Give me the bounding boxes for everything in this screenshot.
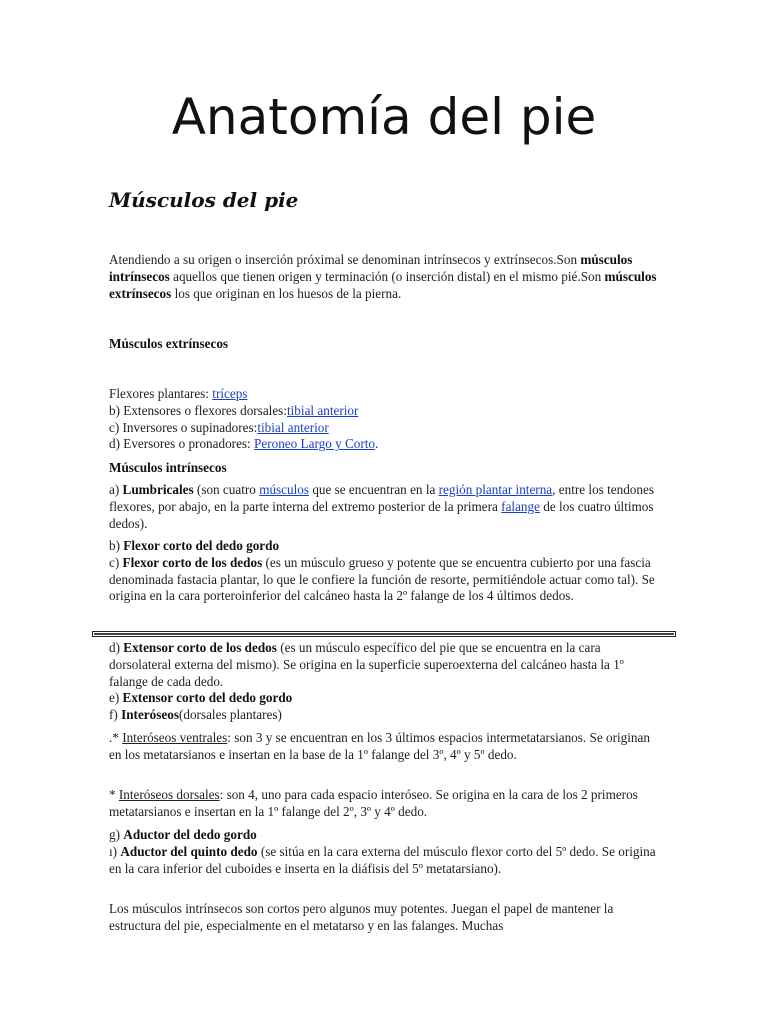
list-item: d) Extensor corto de los dedos (es un músculo específico del pie que se encuentra en la cara dorsolateral externa del mismo). Se origina en la superficie superoexterna del calcáneo hasta la 1º falange de cada dedo. xyxy=(109,640,624,689)
closing-paragraph: Los músculos intrínsecos son cortos pero algunos muy potentes. Juegan el papel de mantener la estructura del pie, especialmente en el metatarso y en las falanges. Muchas xyxy=(109,901,614,933)
link-musculos[interactable]: músculos xyxy=(259,482,310,497)
flexor-block xyxy=(109,538,664,605)
link-falange[interactable]: falange xyxy=(501,498,540,514)
aductor-block xyxy=(109,827,664,877)
lumbricales-paragraph: a) Lumbricales (son cuatro músculos que se encuentran en la región plantar interna, entre los tendones flexores, por abajo, en la parte interna del extremo posterior de la primera falange de los cuatro últimos dedos). xyxy=(109,482,654,531)
list-item: e) Extensor corto del dedo gordo xyxy=(109,690,293,706)
list-item: c) Flexor corto de los dedos (es un músculo grueso y potente que se encuentra cubierto por una fascia denominada fastacia plantar, lo que le confiere la función de resorte, permitiéndole actuar como tal). Se origina en la cara porteroinferior del calcáneo hasta la 2º falange de los 4 últimos dedos. xyxy=(109,554,655,604)
list-item: b) Flexor corto del dedo gordo xyxy=(109,538,280,553)
extrinsic-heading: Músculos extrínsecos xyxy=(109,336,229,351)
list-item: f) Interóseos(dorsales plantares) xyxy=(109,707,282,723)
intrinsic-term: músculos intrínsecos xyxy=(109,252,633,284)
list-item: d) Eversores o pronadores: Peroneo Largo y Corto. xyxy=(109,436,379,452)
page-divider xyxy=(92,631,676,637)
link-tibial-anterior-2[interactable]: tibial anterior xyxy=(257,419,329,435)
dorsal-paragraph: * Interóseos dorsales: son 4, uno para cada espacio interóseo. Se origina en la cara de los 2 primeros metatarsianos e insertan en la 1º falange del 2º, 3º y 4º dedo. xyxy=(109,787,638,819)
extensor-block xyxy=(109,640,664,724)
link-peroneo[interactable]: Peroneo Largo y Corto xyxy=(254,436,376,452)
list-item: ı) Aductor del quinto dedo (se sitúa en la cara externa del músculo flexor corto del 5º dedo. Se origina en la cara inferior del cuboides e inserta en la diáfisis del 5º metatarsiano). xyxy=(109,843,656,876)
list-item: b) Extensores o flexores dorsales:tibial anterior xyxy=(109,402,359,418)
link-triceps[interactable]: tríceps xyxy=(212,386,248,401)
list-item: g) Aductor del dedo gordo xyxy=(109,827,257,842)
link-region-plantar-interna[interactable]: región plantar interna xyxy=(438,482,553,497)
intro-paragraph: Atendiendo a su origen o inserción próximal se denominan intrínsecos y extrínsecos.Son músculos intrínsecos aquellos que tienen origen y terminación (o inserción distal) en el mismo pié.Son músculos extrínsecos los que originan en los huesos de la pierna. xyxy=(109,252,657,301)
document-title: Anatomía del pie xyxy=(171,88,597,146)
link-tibial-anterior[interactable]: tibial anterior xyxy=(286,402,359,418)
intrinsic-heading: Músculos intrínsecos xyxy=(109,460,227,475)
list-item: c) Inversores o supinadores:tibial anterior xyxy=(109,419,329,435)
list-item: Flexores plantares: tríceps xyxy=(109,386,248,401)
extrinsic-term: músculos extrínsecos xyxy=(109,268,657,301)
ventral-paragraph: .* Interóseos ventrales: son 3 y se encuentran en los 3 últimos espacios intermetatarsianos. Se originan en los metatarsianos e insertan en la base de la 1º falange del 3º, 4º y 5º dedo. xyxy=(109,730,650,762)
section-title: Músculos del pie xyxy=(109,188,299,212)
extrinsic-list xyxy=(109,386,664,453)
